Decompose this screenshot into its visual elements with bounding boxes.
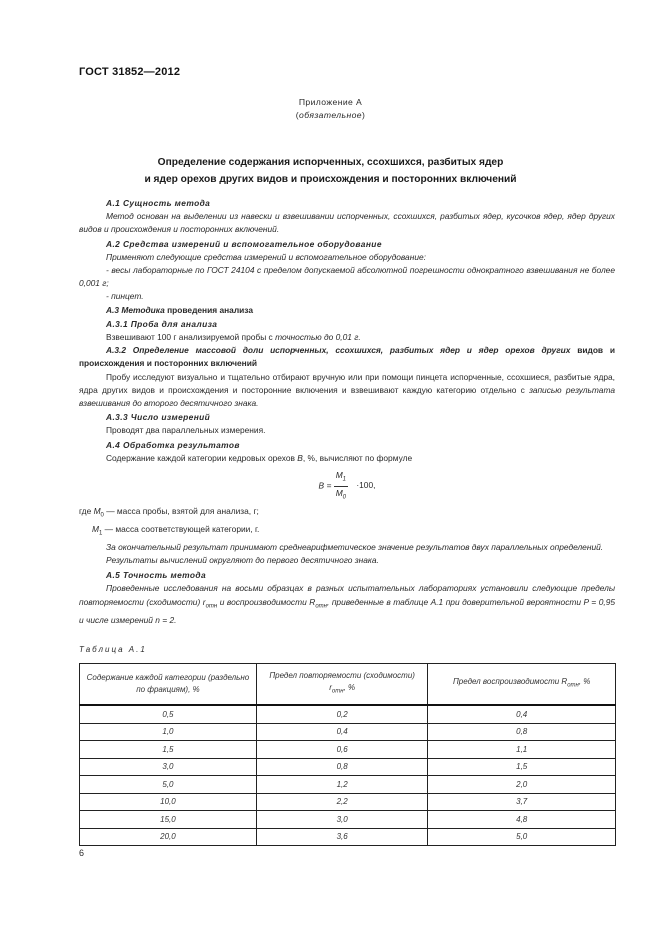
- table-header-content: Содержание каждой категории (раздельно по фракциям), %: [80, 664, 257, 706]
- section-a1-text: Метод основан на выделении из навески и взвешивании испорченных, ссохшихся, разбитых ядер, кусочков ядер, ядер других видов и происхождения и посторонних включений.: [79, 211, 615, 235]
- cell-content: 1,0: [80, 723, 257, 741]
- section-a4-final-2: Результаты вычислений округляют до первого десятичного знака.: [106, 555, 379, 566]
- precision-table: [79, 663, 616, 846]
- appendix-heading: [0, 96, 661, 122]
- table-row: [80, 758, 616, 776]
- cell-reproducibility: 1,5: [428, 758, 616, 776]
- cell-content: 15,0: [80, 811, 257, 829]
- cell-reproducibility: 2,0: [428, 776, 616, 794]
- cell-repeatability: 3,0: [256, 811, 428, 829]
- cell-repeatability: 3,6: [256, 828, 428, 846]
- cell-repeatability: 2,2: [256, 793, 428, 811]
- cell-repeatability: 0,8: [256, 758, 428, 776]
- cell-reproducibility: 0,4: [428, 705, 616, 723]
- document-body: [79, 196, 615, 627]
- section-a31-text: Взвешивают 100 г анализируемой пробы с точностью до 0,01 г.: [106, 332, 361, 343]
- section-a4-heading: А.4 Обработка результатов: [106, 439, 240, 450]
- cell-reproducibility: 3,7: [428, 793, 616, 811]
- section-a2-intro: Применяют следующие средства измерений и вспомогательное оборудование:: [106, 251, 426, 262]
- cell-content: 20,0: [80, 828, 257, 846]
- cell-repeatability: 1,2: [256, 776, 428, 794]
- formula-lhs: B =: [318, 480, 332, 491]
- table-row: [80, 828, 616, 846]
- section-a33-heading: А.3.3 Число измерений: [106, 412, 211, 423]
- cell-reproducibility: 0,8: [428, 723, 616, 741]
- document-number: ГОСТ 31852—2012: [79, 66, 181, 78]
- table-caption: Таблица А.1: [79, 645, 147, 654]
- cell-content: 5,0: [80, 776, 257, 794]
- section-a31-heading: А.3.1 Проба для анализа: [106, 318, 218, 329]
- formula: [79, 469, 615, 499]
- section-a4-final-1: За окончательный результат принимают среднеарифметическое значение результатов двух параллельных определений.: [106, 541, 604, 552]
- section-a2-item-2: - пинцет.: [106, 291, 144, 302]
- table-row: [80, 741, 616, 759]
- table-header-repeatability: Предел повторяемости (сходимости) $r_{отн}$, %: [256, 664, 428, 706]
- where-m0: где $M_0$ — масса пробы, взятой для анализа, г;: [79, 506, 259, 519]
- cell-repeatability: 0,6: [256, 741, 428, 759]
- appendix-status: (обязательное): [295, 110, 366, 120]
- section-a3-heading: А.3 Методика проведения анализа: [106, 304, 254, 315]
- formula-rhs: ·100,: [356, 480, 376, 491]
- table-header-row: [80, 664, 616, 706]
- section-a5-heading: А.5 Точность метода: [106, 570, 207, 581]
- page-number: 6: [79, 848, 85, 858]
- table-row: [80, 793, 616, 811]
- cell-content: 0,5: [80, 705, 257, 723]
- section-a32-heading: А.3.2 Определение массовой доли испорченных, ссохшихся, разбитых ядер и ядер орехов других видов и происхождения и посторонних включений: [79, 345, 615, 369]
- cell-reproducibility: 4,8: [428, 811, 616, 829]
- cell-repeatability: 0,2: [256, 705, 428, 723]
- cell-reproducibility: 5,0: [428, 828, 616, 846]
- cell-content: 1,5: [80, 741, 257, 759]
- document-title: [0, 154, 661, 188]
- section-a1-heading: А.1 Сущность метода: [106, 198, 211, 208]
- appendix-title: Приложение А: [298, 97, 363, 107]
- section-a32-text: Пробу исследуют визуально и тщательно отбирают вручную или при помощи пинцета испорченные, ссохшиеся, разбитые ядра, ядра других видов и происхождения и посторонние включения и взвешивают каждую категорию отдельно с записью результата взвешивания до второго десятичного знака.: [79, 371, 615, 409]
- section-a2-heading: А.2 Средства измерений и вспомогательное оборудование: [106, 238, 382, 249]
- section-a33-text: Проводят два параллельных измерения.: [106, 425, 266, 436]
- table-row: [80, 723, 616, 741]
- cell-content: 10,0: [80, 793, 257, 811]
- table-row: [80, 776, 616, 794]
- table-row: [80, 705, 616, 723]
- cell-reproducibility: 1,1: [428, 741, 616, 759]
- title-line-2: и ядер орехов других видов и происхождения и посторонних включений: [144, 174, 517, 185]
- section-a5-text: Проведенные исследования на восьми образцах в разных испытательных лабораториях установили следующие пределы повторяемости (сходимости) $r_{отн}$ и воспроизводимости $R_{отн}$, приведенные в таблице А.1 при доверительной вероятности P = 0,95 и числе измерений n = 2.: [79, 583, 616, 625]
- section-a4-text: Содержание каждой категории кедровых орехов B, %, вычисляют по формуле: [106, 452, 413, 463]
- table-header-reproducibility: Предел воспроизводимости $R_{отн}$, %: [428, 664, 616, 706]
- formula-fraction: $\frac{M_1}{M_0}$: [335, 470, 347, 501]
- cell-content: 3,0: [80, 758, 257, 776]
- cell-repeatability: 0,4: [256, 723, 428, 741]
- title-line-1: Определение содержания испорченных, ссохшихся, разбитых ядер: [157, 157, 504, 168]
- where-m1: $M_1$ — масса соответствующей категории, г.: [92, 523, 260, 537]
- table-row: [80, 811, 616, 829]
- section-a2-item-1: - весы лабораторные по ГОСТ 24104 с пределом допускаемой абсолютной погрешности однократного взвешивания не более 0,001 г;: [79, 265, 615, 289]
